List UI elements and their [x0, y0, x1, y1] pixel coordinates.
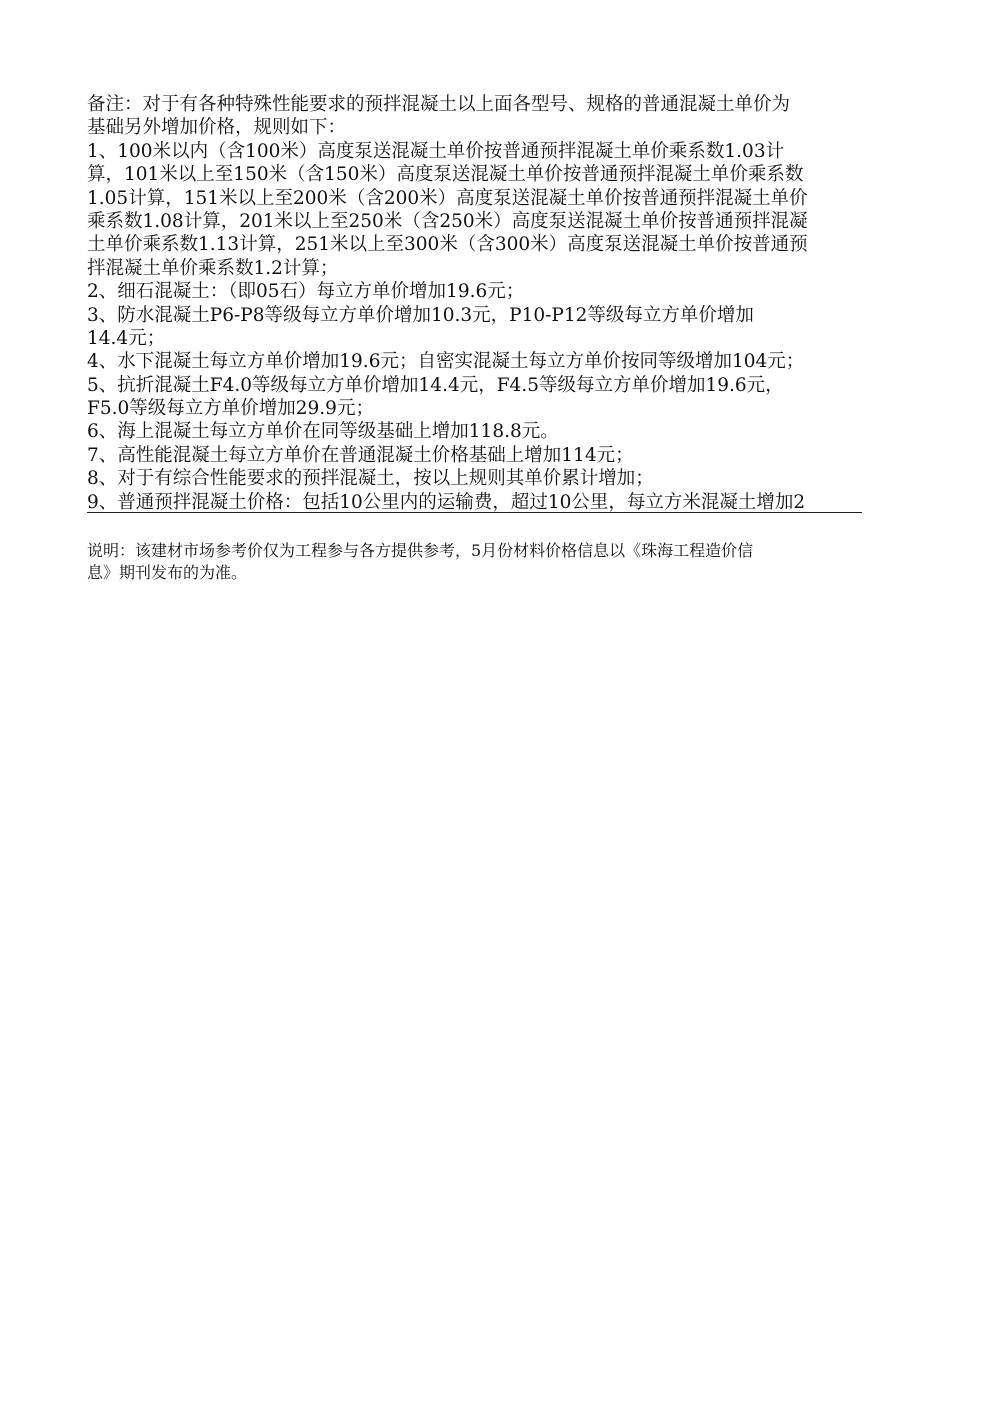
rule-3-line-2: 14.4元； — [87, 327, 166, 349]
rule-5-line-2: F5.0等级每立方单价增加29.9元； — [87, 398, 374, 420]
rule-4: 4、水下混凝土每立方单价增加19.6元；自密实混凝土每立方单价按同等级增加104元； — [87, 351, 805, 373]
remarks-heading-line-2: 基础另外增加价格，规则如下： — [87, 117, 347, 139]
rule-1-line-6: 拌混凝土单价乘系数1.2计算； — [87, 257, 339, 279]
rule-1-line-3: 1.05计算，151米以上至200米（含200米）高度泵送混凝土单价按普通预拌混凝土单价 — [87, 187, 808, 209]
disclaimer-line-1: 说明：该建材市场参考价仅为工程参与各方提供参考，5月份材料价格信息以《珠海工程造价信 — [87, 541, 754, 560]
rule-1-line-4: 乘系数1.08计算，201米以上至250米（含250米）高度泵送混凝土单价按普通预拌混凝 — [87, 210, 808, 232]
remarks-heading-line-1: 备注：对于有各种特殊性能要求的预拌混凝土以上面各型号、规格的普通混凝土单价为 — [87, 94, 791, 115]
rule-6: 6、海上混凝土每立方单价在同等级基础上增加118.8元。 — [87, 421, 559, 443]
rule-1-line-1: 1、100米以内（含100米）高度泵送混凝土单价按普通预拌混凝土单价乘系数1.03计 — [87, 140, 785, 162]
disclaimer-line-2: 息》期刊发布的为准。 — [87, 563, 248, 582]
disclaimer-section — [87, 540, 877, 584]
rule-5-line-1: 5、抗折混凝土F4.0等级每立方单价增加14.4元，F4.5等级每立方单价增加19.6元， — [87, 374, 784, 396]
rule-7: 7、高性能混凝土每立方单价在普通混凝土价格基础上增加114元； — [87, 444, 634, 466]
rule-2: 2、细石混凝土：（即05石）每立方单价增加19.6元； — [87, 281, 525, 303]
rule-3-line-1: 3、防水混凝土P6-P8等级每立方单价增加10.3元，P10-P12等级每立方单价增加 — [87, 304, 754, 326]
rule-8: 8、对于有综合性能要求的预拌混凝土，按以上规则其单价累计增加； — [87, 468, 654, 490]
rule-9: 9、普通预拌混凝土价格：包括10公里内的运输费，超过10公里，每立方米混凝土增加2 — [87, 491, 862, 514]
rule-1-line-5: 土单价乘系数1.13计算，251米以上至300米（含300米）高度泵送混凝土单价按普通预 — [87, 234, 808, 256]
rule-1-line-2: 算，101米以上至150米（含150米）高度泵送混凝土单价按普通预拌混凝土单价乘系数 — [87, 164, 804, 186]
remarks-section — [87, 93, 877, 513]
